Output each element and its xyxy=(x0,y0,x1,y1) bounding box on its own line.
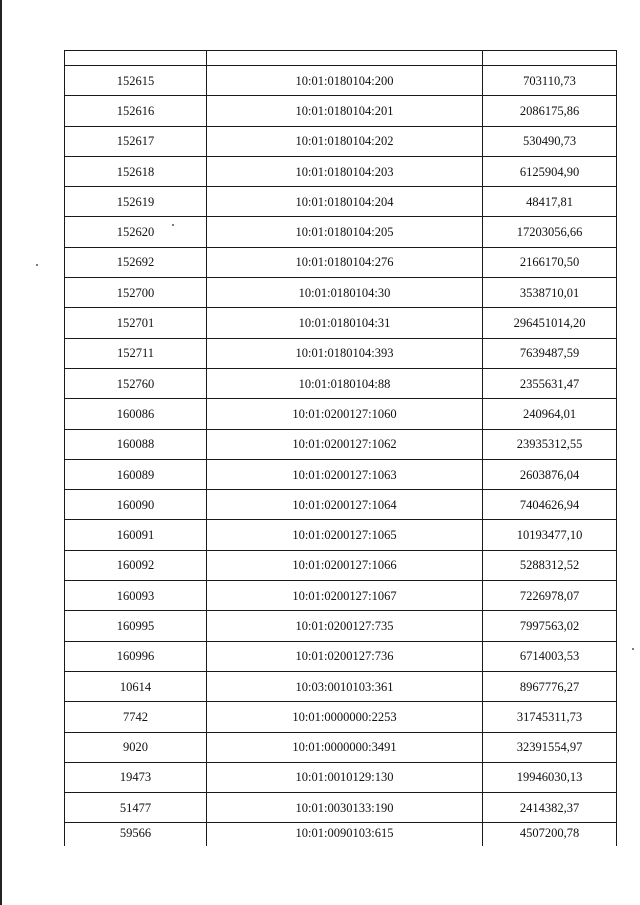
row-number-cell: 160092 xyxy=(65,550,207,580)
cadastral-number-cell: 10:01:0200127:736 xyxy=(207,641,483,671)
table-row xyxy=(65,399,617,429)
cadastral-value-cell: 8967776,27 xyxy=(483,671,617,701)
table-row xyxy=(65,732,617,762)
cadastral-number-cell: 10:01:0000000:2253 xyxy=(207,702,483,732)
cadastral-value-cell: 48417,81 xyxy=(483,187,617,217)
table-row xyxy=(65,156,617,186)
cadastral-number-cell: 10:01:0180104:200 xyxy=(207,66,483,96)
row-number-cell: 152620 xyxy=(65,217,207,247)
cadastral-number-cell: 10:01:0180104:276 xyxy=(207,247,483,277)
cadastral-value-cell: 17203056,66 xyxy=(483,217,617,247)
row-number-cell: 10614 xyxy=(65,671,207,701)
scan-speck xyxy=(36,264,38,266)
cadastral-value-cell: 10193477,10 xyxy=(483,520,617,550)
row-number-cell: 152700 xyxy=(65,278,207,308)
cadastral-value-cell: 32391554,97 xyxy=(483,732,617,762)
table-row xyxy=(65,762,617,792)
row-number-cell: 152711 xyxy=(65,338,207,368)
row-number-cell: 160090 xyxy=(65,490,207,520)
table-row xyxy=(65,247,617,277)
table-row xyxy=(65,308,617,338)
cadastral-value-cell: 3538710,01 xyxy=(483,278,617,308)
cadastral-value-cell: 2086175,86 xyxy=(483,96,617,126)
cadastral-value-cell: 19946030,13 xyxy=(483,762,617,792)
row-number-cell: 152617 xyxy=(65,126,207,156)
cadastral-value-cell: 7226978,07 xyxy=(483,581,617,611)
header-cell xyxy=(65,51,207,66)
cadastral-value-table xyxy=(64,50,617,846)
cadastral-number-cell: 10:01:0200127:1065 xyxy=(207,520,483,550)
row-number-cell: 160089 xyxy=(65,459,207,489)
table-row xyxy=(65,278,617,308)
table-row xyxy=(65,702,617,732)
cadastral-value-cell: 2414382,37 xyxy=(483,793,617,823)
cadastral-number-cell: 10:01:0200127:1064 xyxy=(207,490,483,520)
row-number-cell: 51477 xyxy=(65,793,207,823)
row-number-cell: 152619 xyxy=(65,187,207,217)
table-row xyxy=(65,217,617,247)
scan-speck xyxy=(632,648,634,650)
cadastral-value-cell: 6125904,90 xyxy=(483,156,617,186)
cadastral-number-cell: 10:03:0010103:361 xyxy=(207,671,483,701)
table-row xyxy=(65,641,617,671)
row-number-cell: 160995 xyxy=(65,611,207,641)
row-number-cell: 152701 xyxy=(65,308,207,338)
table-row xyxy=(65,671,617,701)
row-number-cell: 160093 xyxy=(65,581,207,611)
cadastral-number-cell: 10:01:0200127:735 xyxy=(207,611,483,641)
cadastral-value-cell: 23935312,55 xyxy=(483,429,617,459)
scan-speck xyxy=(172,224,174,226)
cadastral-value-cell: 240964,01 xyxy=(483,399,617,429)
cadastral-number-cell: 10:01:0030133:190 xyxy=(207,793,483,823)
table-row xyxy=(65,459,617,489)
row-number-cell: 152760 xyxy=(65,368,207,398)
cadastral-number-cell: 10:01:0000000:3491 xyxy=(207,732,483,762)
table-row xyxy=(65,581,617,611)
cadastral-value-cell: 4507200,78 xyxy=(483,823,617,847)
row-number-cell: 160086 xyxy=(65,399,207,429)
cadastral-number-cell: 10:01:0010129:130 xyxy=(207,762,483,792)
cadastral-number-cell: 10:01:0200127:1067 xyxy=(207,581,483,611)
cadastral-value-cell: 31745311,73 xyxy=(483,702,617,732)
page-left-edge xyxy=(0,0,2,905)
cadastral-value-cell: 2355631,47 xyxy=(483,368,617,398)
table-header-row xyxy=(65,51,617,66)
table-row xyxy=(65,490,617,520)
table-row xyxy=(65,520,617,550)
row-number-cell: 152618 xyxy=(65,156,207,186)
cadastral-number-cell: 10:01:0180104:393 xyxy=(207,338,483,368)
row-number-cell: 160996 xyxy=(65,641,207,671)
table-row xyxy=(65,793,617,823)
row-number-cell: 160091 xyxy=(65,520,207,550)
cadastral-number-cell: 10:01:0200127:1060 xyxy=(207,399,483,429)
row-number-cell: 59566 xyxy=(65,823,207,847)
row-number-cell: 152615 xyxy=(65,66,207,96)
cadastral-value-cell: 6714003,53 xyxy=(483,641,617,671)
header-cell xyxy=(207,51,483,66)
cadastral-number-cell: 10:01:0200127:1062 xyxy=(207,429,483,459)
cadastral-value-cell: 296451014,20 xyxy=(483,308,617,338)
table-body xyxy=(65,51,617,847)
table-row xyxy=(65,66,617,96)
cadastral-number-cell: 10:01:0180104:31 xyxy=(207,308,483,338)
cadastral-number-cell: 10:01:0180104:204 xyxy=(207,187,483,217)
cadastral-number-cell: 10:01:0180104:88 xyxy=(207,368,483,398)
cadastral-number-cell: 10:01:0180104:30 xyxy=(207,278,483,308)
table-row xyxy=(65,550,617,580)
cadastral-number-cell: 10:01:0180104:203 xyxy=(207,156,483,186)
table-row xyxy=(65,96,617,126)
cadastral-number-cell: 10:01:0200127:1063 xyxy=(207,459,483,489)
cadastral-number-cell: 10:01:0180104:201 xyxy=(207,96,483,126)
cadastral-number-cell: 10:01:0090103:615 xyxy=(207,823,483,847)
table-row xyxy=(65,611,617,641)
cadastral-value-cell: 7639487,59 xyxy=(483,338,617,368)
cadastral-value-cell: 5288312,52 xyxy=(483,550,617,580)
cadastral-number-cell: 10:01:0180104:202 xyxy=(207,126,483,156)
table-row xyxy=(65,823,617,847)
cadastral-value-cell: 2603876,04 xyxy=(483,459,617,489)
cadastral-value-cell: 703110,73 xyxy=(483,66,617,96)
table-row xyxy=(65,429,617,459)
row-number-cell: 19473 xyxy=(65,762,207,792)
cadastral-value-cell: 7997563,02 xyxy=(483,611,617,641)
header-cell xyxy=(483,51,617,66)
table-row xyxy=(65,338,617,368)
cadastral-value-cell: 530490,73 xyxy=(483,126,617,156)
cadastral-number-cell: 10:01:0180104:205 xyxy=(207,217,483,247)
cadastral-value-cell: 7404626,94 xyxy=(483,490,617,520)
row-number-cell: 7742 xyxy=(65,702,207,732)
cadastral-value-cell: 2166170,50 xyxy=(483,247,617,277)
row-number-cell: 160088 xyxy=(65,429,207,459)
cadastral-number-cell: 10:01:0200127:1066 xyxy=(207,550,483,580)
table-row xyxy=(65,187,617,217)
table-row xyxy=(65,368,617,398)
table-row xyxy=(65,126,617,156)
row-number-cell: 152692 xyxy=(65,247,207,277)
row-number-cell: 152616 xyxy=(65,96,207,126)
row-number-cell: 9020 xyxy=(65,732,207,762)
